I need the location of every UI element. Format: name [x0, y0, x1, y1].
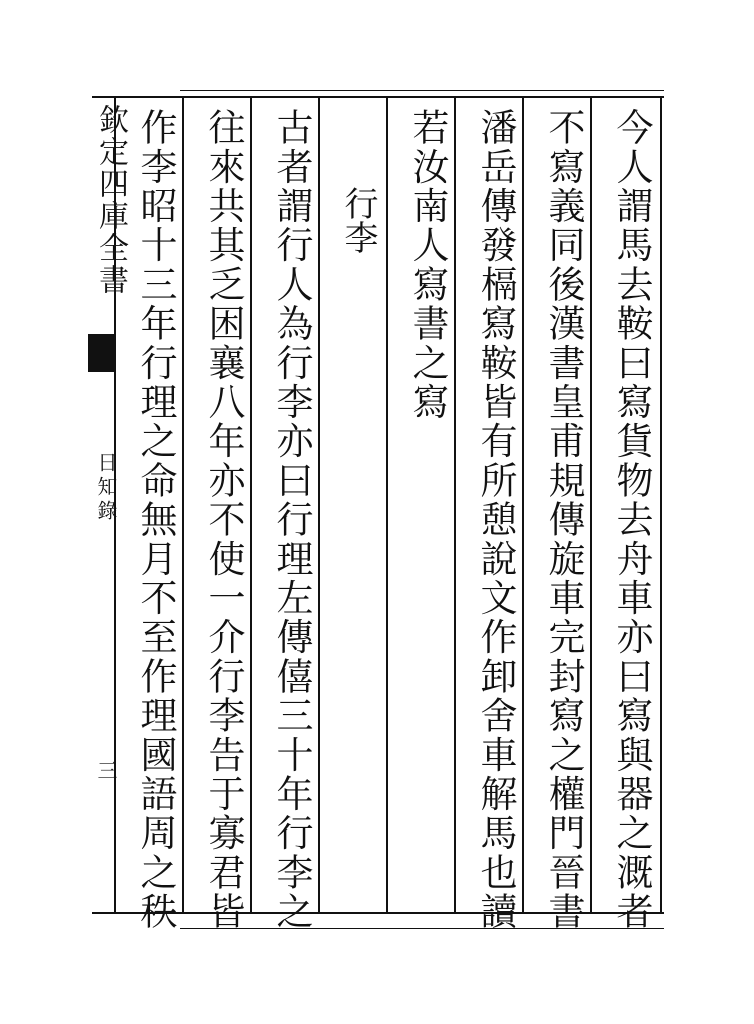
- text-column-7: 往來共其乏困襄八年亦不使一介行李告于寡君皆: [202, 108, 245, 932]
- column-rule-1: [590, 96, 592, 914]
- section-heading: 行李: [338, 186, 378, 254]
- text-column-2: 不寫義同後漢書皇甫規傳旋車完封寫之權門晉書: [542, 108, 585, 932]
- column-rule-7: [182, 96, 184, 914]
- text-column-3: 潘岳傳發槅寫鞍皆有所憩說文作卸舍車解馬也讀: [474, 108, 517, 932]
- column-rule-5: [318, 96, 320, 914]
- fishtail-mark: [88, 334, 114, 372]
- page-number: 三: [94, 760, 118, 780]
- column-rule-0: [660, 96, 662, 914]
- column-rule-2: [522, 96, 524, 914]
- top-border-thin: [180, 90, 664, 91]
- text-column-1: 今人謂馬去鞍曰寫貨物去舟車亦曰寫與器之溉者: [610, 108, 653, 932]
- column-rule-3: [454, 96, 456, 914]
- column-rule-6: [250, 96, 252, 914]
- text-column-8: 作李昭十三年行理之命無月不至作理國語周之秩: [134, 108, 177, 932]
- edition-title: 欽定四庫全書: [93, 104, 128, 296]
- column-rule-4: [386, 96, 388, 914]
- book-title: 日知錄: [94, 452, 118, 524]
- top-border: [92, 96, 664, 98]
- text-column-4: 若汝南人寫書之寫: [406, 108, 449, 422]
- text-column-6: 古者謂行人為行李亦曰行理左傳僖三十年行李之: [270, 108, 313, 932]
- bottom-border-thin: [180, 928, 664, 929]
